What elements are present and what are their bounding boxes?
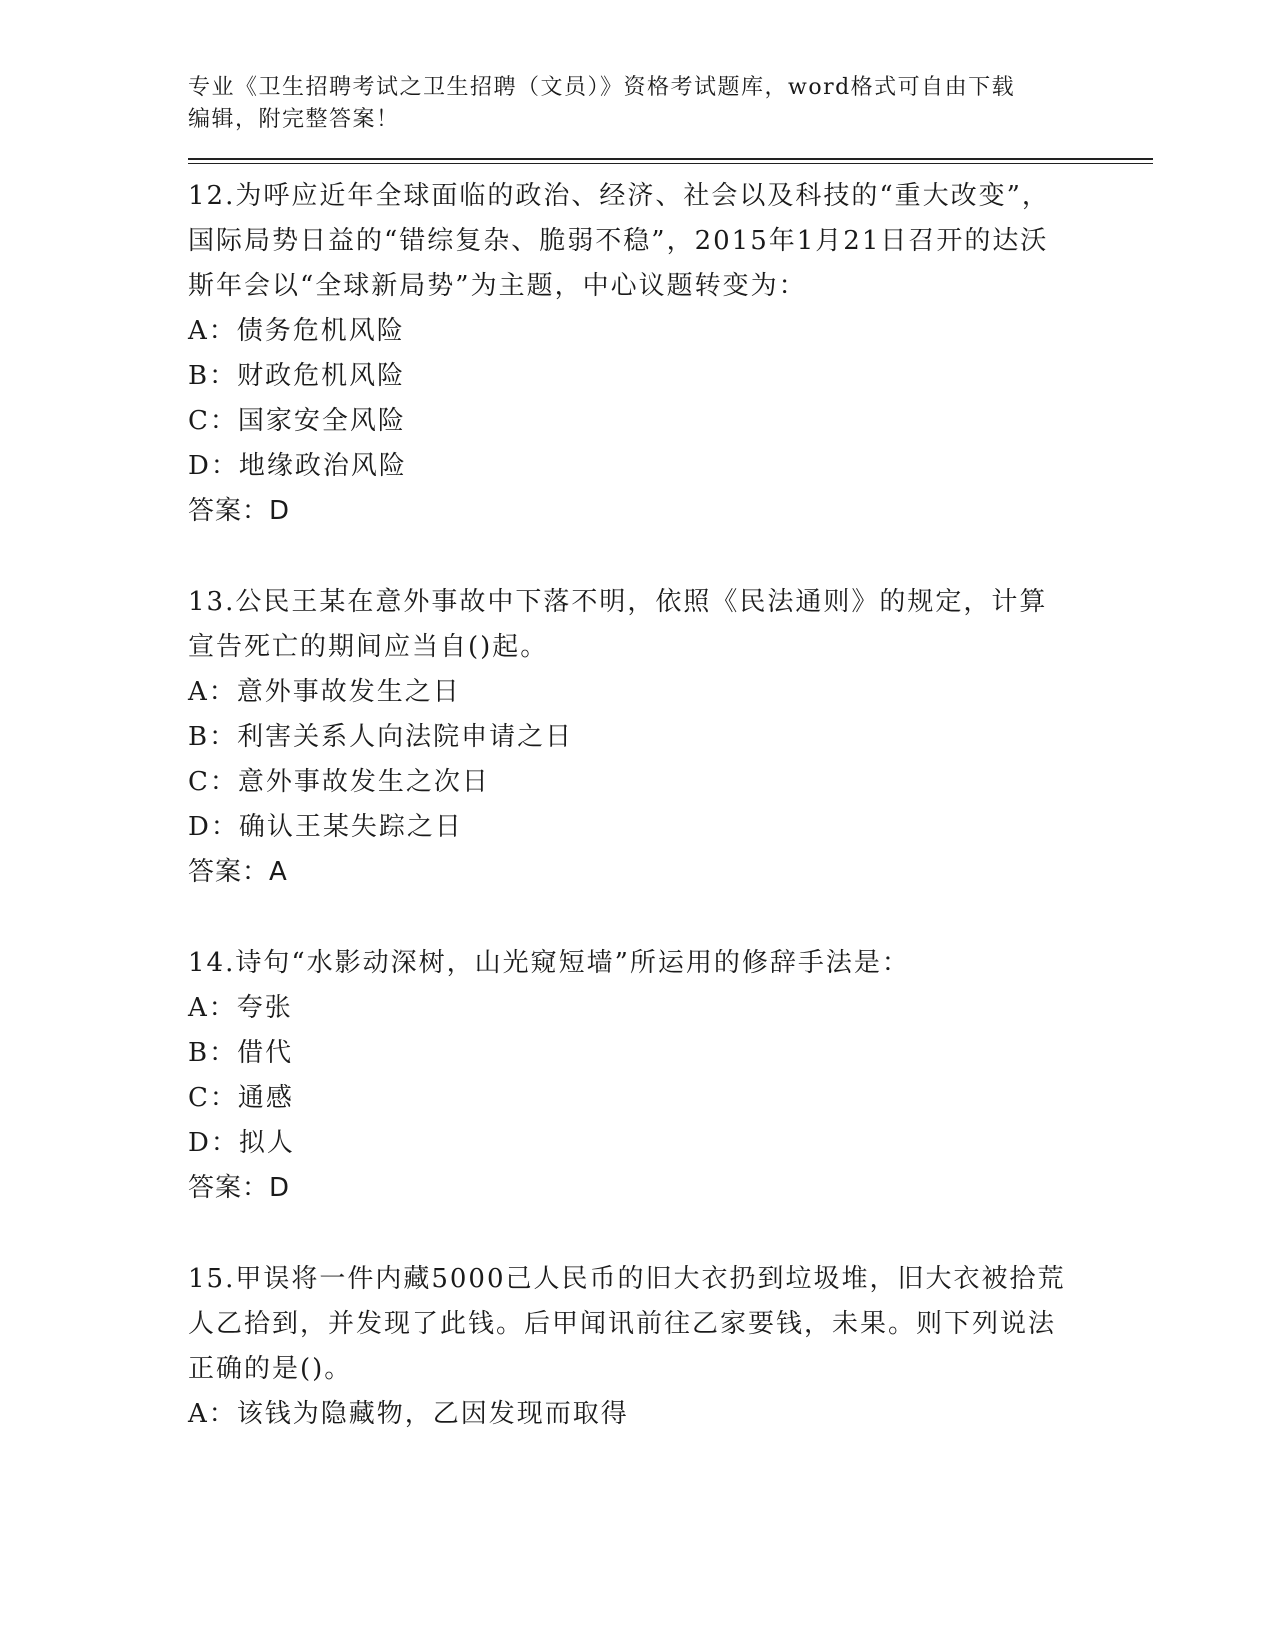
option-a: A：夸张 <box>188 993 293 1023</box>
option-b: B：利害关系人向法院申请之日 <box>188 722 574 752</box>
option-c: C：国家安全风险 <box>188 406 406 436</box>
question-12 <box>188 160 1153 534</box>
option-b: B：财政危机风险 <box>188 361 406 391</box>
answer-line: 答案：A <box>188 857 288 887</box>
spacer <box>188 895 1153 941</box>
option-d: D：拟人 <box>188 1128 295 1158</box>
option-b: B：借代 <box>188 1038 294 1068</box>
header-line-2: 编辑，附完整答案！ <box>188 107 400 132</box>
header-line-1: 专业《卫生招聘考试之卫生招聘（文员）》资格考试题库，word格式可自由下载 <box>188 75 1016 100</box>
option-a: A：该钱为隐藏物，乙因发现而取得 <box>188 1399 629 1429</box>
spacer <box>188 1211 1153 1257</box>
spacer <box>188 534 1153 580</box>
question-13 <box>188 580 1153 895</box>
document-header <box>188 72 1068 136</box>
question-text: 15.甲误将一件内藏5000己人民币的旧大衣扔到垃圾堆，旧大衣被拾荒人乙拾到，并发现了此钱。后甲闻讯前往乙家要钱，未果。则下列说法正确的是()。 <box>188 1264 1066 1384</box>
question-text: 13.公民王某在意外事故中下落不明，依照《民法通则》的规定，计算宣告死亡的期间应当自()起。 <box>188 587 1048 662</box>
document-page <box>188 72 1153 1437</box>
header-divider <box>188 158 1153 160</box>
answer-line: 答案：D <box>188 496 291 526</box>
option-a: A：意外事故发生之日 <box>188 677 461 707</box>
question-14 <box>188 941 1153 1211</box>
question-text: 12.为呼应近年全球面临的政治、经济、社会以及科技的“重大改变”，国际局势日益的“错综复杂、脆弱不稳”，2015年1月21日召开的达沃斯年会以“全球新局势”为主题，中心议题转变为： <box>188 181 1050 301</box>
option-d: D：地缘政治风险 <box>188 451 407 481</box>
answer-line: 答案：D <box>188 1173 291 1203</box>
option-a: A：债务危机风险 <box>188 316 405 346</box>
option-c: C：通感 <box>188 1083 294 1113</box>
option-d: D：确认王某失踪之日 <box>188 812 463 842</box>
question-15 <box>188 1257 1153 1437</box>
question-text: 14.诗句“水影动深树，山光窥短墙”所运用的修辞手法是： <box>188 948 910 978</box>
option-c: C：意外事故发生之次日 <box>188 767 490 797</box>
